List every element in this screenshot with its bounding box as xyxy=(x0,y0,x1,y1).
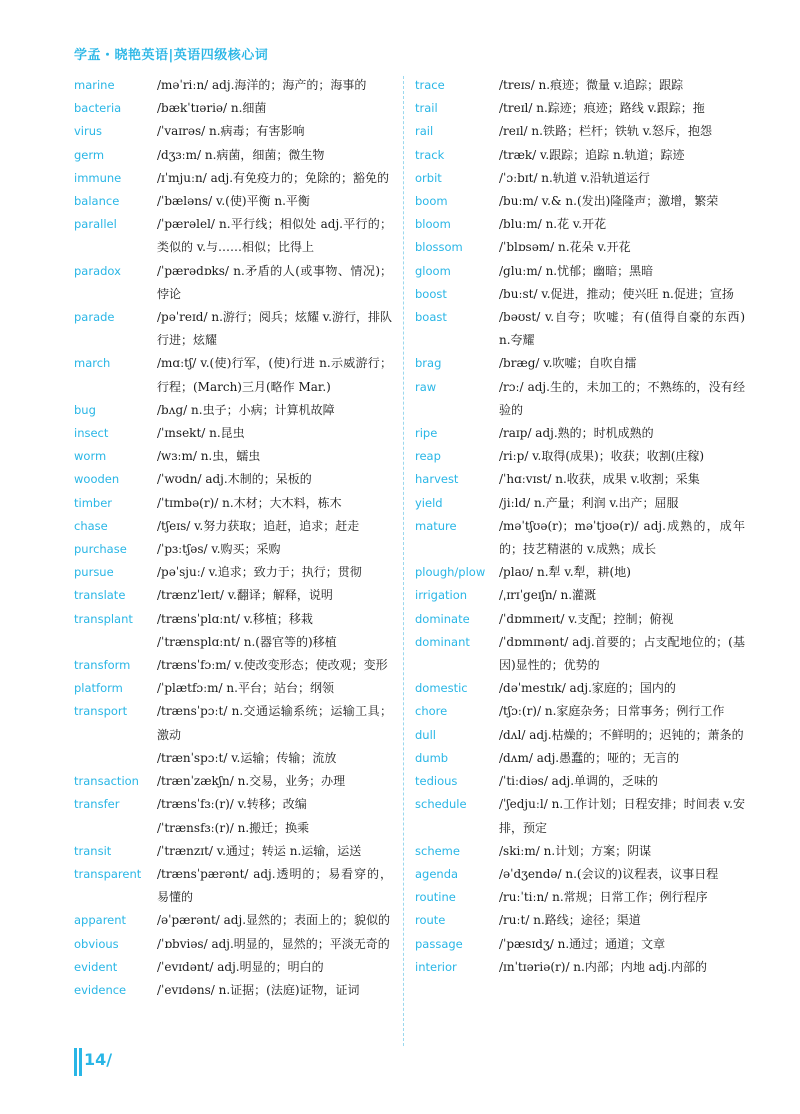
vocab-definition: /bræg/ v.吹嘘；自吹自擂 xyxy=(499,356,637,371)
vocab-word: worm xyxy=(74,449,107,464)
vocab-definition: /buːm/ v.& n.(发出)隆隆声；激增，繁荣 xyxy=(499,194,719,209)
vocab-definition: /raɪp/ adj.熟的；时机成熟的 xyxy=(499,426,654,441)
column-divider xyxy=(403,76,404,1046)
vocab-definition: /mɑːtʃ/ v.(使)行军，(使)行进 n.示威游行；行程；(March)三月(略作 Mar.) xyxy=(157,356,392,394)
vocab-entry xyxy=(74,654,392,677)
vocab-entry xyxy=(415,770,745,793)
vocab-definition: /ˈpærəlel/ n.平行线；相似处 adj.平行的；类似的 v.与……相似；比得上 xyxy=(157,217,392,255)
vocab-word: timber xyxy=(74,495,113,510)
vocab-definition: /ˈtɪmbə(r)/ n.木材；大木料，栋木 xyxy=(157,495,342,510)
vocab-entry xyxy=(415,120,745,143)
vocab-definition: /ˈpærədɒks/ n.矛盾的人(或事物、情况)；悖论 xyxy=(157,263,392,301)
vocab-word: insect xyxy=(74,426,109,441)
vocab-word: raw xyxy=(415,379,437,394)
vocab-definition: /ˈevɪdəns/ n.证据；(法庭)证物，证词 xyxy=(157,982,360,997)
vocab-definition: /pəˈsjuː/ v.追求；致力于；执行；贯彻 xyxy=(157,565,362,580)
vocab-definition: /jiːld/ n.产量；利润 v.出产；屈服 xyxy=(499,495,679,510)
vocab-entry xyxy=(74,144,392,167)
vocab-definition: /træk/ v.跟踪；追踪 n.轨道；踪迹 xyxy=(499,147,685,162)
vocab-word: wooden xyxy=(74,472,120,487)
vocab-word: paradox xyxy=(74,263,121,278)
vocab-word: tedious xyxy=(415,774,458,789)
vocab-entry xyxy=(415,700,745,723)
vocab-definition: /trænsˈpærənt/ adj.透明的；易看穿的，易懂的 xyxy=(157,866,392,905)
vocab-entry xyxy=(74,492,392,515)
vocab-definition: /plaʊ/ n.犁 v.犁，耕(地) xyxy=(499,565,631,580)
vocab-definition: /wɜːm/ n.虫，蠕虫 xyxy=(157,449,261,464)
vocab-word: dominate xyxy=(415,611,470,626)
vocab-entry xyxy=(74,770,392,793)
vocab-entry xyxy=(415,445,745,468)
vocab-word: dull xyxy=(415,727,436,742)
vocab-word: irrigation xyxy=(415,588,468,603)
vocab-entry xyxy=(415,283,745,306)
vocab-entry xyxy=(74,260,392,306)
vocab-definition: /tʃɔː(r)/ n.家庭杂务；日常事务；例行工作 xyxy=(499,704,725,719)
vocab-entry xyxy=(415,190,745,213)
vocab-entry xyxy=(415,677,745,700)
vocab-entry xyxy=(74,840,392,863)
vocab-definition: /ˈdɒmɪneɪt/ v.支配；控制；俯视 xyxy=(499,611,674,626)
vocab-word: dumb xyxy=(415,750,449,765)
vocab-entry xyxy=(415,376,745,422)
vocab-definition: /pəˈreɪd/ n.游行；阅兵；炫耀 v.游行，排队行进；炫耀 xyxy=(157,310,392,348)
vocab-entry xyxy=(74,74,392,97)
vocab-word: agenda xyxy=(415,866,459,881)
vocab-word: transfer xyxy=(74,797,120,812)
vocab-definition: /ɪˈmjuːn/ adj.有免疫力的；免除的；豁免的 xyxy=(157,170,390,185)
vocab-word: route xyxy=(415,913,446,928)
vocab-word: marine xyxy=(74,78,115,92)
vocab-word: obvious xyxy=(74,936,119,951)
vocab-entry xyxy=(415,747,745,770)
vocab-word: chore xyxy=(415,704,448,719)
vocab-entry xyxy=(415,236,745,259)
vocab-word: schedule xyxy=(415,797,467,812)
vocab-definition: /ˈplætfɔːm/ n.平台；站台；纲领 xyxy=(157,681,334,696)
vocab-entry xyxy=(74,352,392,398)
vocab-word: mature xyxy=(415,518,457,533)
vocab-entry xyxy=(415,933,745,956)
vocab-definition: /ˈpæsɪdʒ/ n.通过；通道；文章 xyxy=(499,936,666,951)
vocab-definition: /ˈʃedjuːl/ n.工作计划；日程安排；时间表 v.安排，预定 xyxy=(499,797,745,835)
vocab-word: dominant xyxy=(415,634,470,649)
vocab-definition: /əˈpærənt/ adj.显然的；表面上的；貌似的 xyxy=(157,913,391,928)
vocab-entry xyxy=(415,515,745,561)
vocab-word: domestic xyxy=(415,681,468,696)
vocab-word: routine xyxy=(415,890,456,905)
vocab-definition: /reɪl/ n.铁路；栏杆；铁轨 v.怒斥，抱怨 xyxy=(499,124,712,139)
vocab-word: trail xyxy=(415,101,438,116)
vocab-entry xyxy=(415,886,745,909)
vocab-word: purchase xyxy=(74,542,127,557)
vocab-word: harvest xyxy=(415,472,459,487)
vocab-entry xyxy=(415,584,745,607)
vocab-word: evidence xyxy=(74,982,127,997)
vocab-word: boast xyxy=(415,310,447,325)
vocab-entry xyxy=(415,863,745,886)
vocab-entry xyxy=(74,747,392,770)
vocab-word: balance xyxy=(74,194,120,209)
vocab-entry xyxy=(415,956,745,979)
vocab-definition: /bluːm/ n.花 v.开花 xyxy=(499,217,607,232)
vocab-entry xyxy=(74,97,392,120)
vocab-word: parallel xyxy=(74,217,117,232)
vocab-word: transform xyxy=(74,658,131,673)
vocab-word: plough/plow xyxy=(415,565,486,580)
left-column xyxy=(74,74,392,1002)
vocab-definition: /ˈbæləns/ v.(使)平衡 n.平衡 xyxy=(157,194,310,209)
vocab-entry xyxy=(415,608,745,631)
vocab-word: passage xyxy=(415,936,463,951)
vocab-definition: /dəˈmestɪk/ adj.家庭的；国内的 xyxy=(499,681,676,696)
vocab-word: chase xyxy=(74,518,108,533)
footer-bar xyxy=(74,1048,77,1076)
vocab-word: march xyxy=(74,356,111,371)
vocab-word: blossom xyxy=(415,240,463,255)
vocab-definition: /trænˈzækʃn/ n.交易，业务；办理 xyxy=(157,774,346,789)
vocab-definition: /ˈɪnsekt/ n.昆虫 xyxy=(157,426,245,441)
vocab-word: bloom xyxy=(415,217,451,232)
vocab-entry xyxy=(74,515,392,538)
vocab-word: parade xyxy=(74,310,115,325)
vocab-definition: /məˈtʃʊə(r)；məˈtjʊə(r)/ adj.成熟的，成年的；技艺精湛的 v.成熟；成长 xyxy=(499,518,745,557)
vocab-definition: /ˌɪrɪˈgeɪʃn/ n.灌溉 xyxy=(499,588,597,603)
vocab-definition: /ˈtrænsfɜː(r)/ n.搬迁；换乘 xyxy=(157,820,310,835)
vocab-word: pursue xyxy=(74,565,114,580)
vocab-word: brag xyxy=(415,356,442,371)
vocab-word: boom xyxy=(415,194,448,209)
vocab-word: transit xyxy=(74,843,112,858)
vocab-entry xyxy=(415,213,745,236)
vocab-entry xyxy=(415,422,745,445)
vocab-entry xyxy=(415,561,745,584)
vocab-definition: /ˈtiːdiəs/ adj.单调的，乏味的 xyxy=(499,774,659,789)
vocab-entry xyxy=(74,909,392,932)
header-title: 学孟・晓艳英语|英语四级核心词 xyxy=(74,48,269,63)
vocab-definition: /ruːˈtiːn/ n.常规；日常工作；例行程序 xyxy=(499,890,708,905)
vocab-definition: /ɪnˈtɪəriə(r)/ n.内部；内地 adj.内部的 xyxy=(499,959,708,974)
vocab-entry xyxy=(415,631,745,677)
vocab-entry xyxy=(74,863,392,909)
vocab-word: rail xyxy=(415,124,434,139)
vocab-entry xyxy=(74,608,392,631)
vocab-word: transport xyxy=(74,704,128,719)
vocab-definition: /ˈpɜːtʃəs/ v.购买；采购 xyxy=(157,542,281,557)
vocab-entry xyxy=(415,260,745,283)
vocab-entry xyxy=(74,445,392,468)
vocab-entry xyxy=(74,213,392,259)
right-column xyxy=(415,74,745,979)
vocab-entry xyxy=(415,97,745,120)
vocab-entry xyxy=(415,909,745,932)
vocab-entry xyxy=(74,422,392,445)
vocab-entry xyxy=(74,793,392,816)
vocab-entry xyxy=(415,840,745,863)
vocab-entry xyxy=(74,190,392,213)
page-number: 14/ xyxy=(84,1050,113,1069)
vocab-word: platform xyxy=(74,681,123,696)
vocab-entry xyxy=(74,631,392,654)
vocab-definition: /trænsˈfɜː(r)/ v.转移；改编 xyxy=(157,797,307,812)
vocab-definition: /gluːm/ n.忧郁；幽暗；黑暗 xyxy=(499,263,654,278)
vocab-word: ripe xyxy=(415,426,438,441)
vocab-definition: /trænsˈplɑːnt/ v.移植；移栽 xyxy=(157,611,313,626)
vocab-definition: /ˈhɑːvɪst/ n.收获，成果 v.收割；采集 xyxy=(499,472,700,487)
vocab-definition: /ˈtrænzɪt/ v.通过；转运 n.运输，运送 xyxy=(157,843,362,858)
vocab-definition: /treɪl/ n.踪迹；痕迹；路线 v.跟踪；拖 xyxy=(499,101,705,116)
vocab-word: gloom xyxy=(415,263,451,278)
vocab-definition: /trænˈspɔːt/ v.运输；传输；流放 xyxy=(157,750,337,765)
vocab-entry xyxy=(415,468,745,491)
vocab-definition: /ruːt/ n.路线；途径；渠道 xyxy=(499,913,641,928)
vocab-definition: /ˈwʊdn/ adj.木制的；呆板的 xyxy=(157,472,312,487)
vocab-definition: /buːst/ v.促进，推动；使兴旺 n.促进；宣扬 xyxy=(499,286,734,301)
vocab-entry xyxy=(415,74,745,97)
vocab-word: bacteria xyxy=(74,101,122,116)
vocab-entry xyxy=(415,167,745,190)
vocab-definition: /ˈdɒmɪnənt/ adj.首要的；占支配地位的；(基因)显性的；优势的 xyxy=(499,634,745,673)
vocab-entry xyxy=(74,956,392,979)
vocab-entry xyxy=(415,306,745,352)
vocab-definition: /ˈtrænsplɑːnt/ n.(器官等的)移植 xyxy=(157,634,337,649)
vocab-entry xyxy=(415,144,745,167)
vocab-entry xyxy=(74,979,392,1002)
vocab-entry xyxy=(415,793,745,839)
vocab-word: germ xyxy=(74,147,105,162)
vocab-entry xyxy=(74,306,392,352)
footer-bar xyxy=(79,1048,82,1076)
vocab-definition: /bækˈtɪəriə/ n.细菌 xyxy=(157,101,267,116)
vocab-word: virus xyxy=(74,124,103,139)
vocab-definition: /əˈdʒendə/ n.(会议的)议程表，议事日程 xyxy=(499,866,719,881)
vocab-entry xyxy=(74,538,392,561)
vocab-word: interior xyxy=(415,959,457,974)
vocab-entry xyxy=(415,352,745,375)
vocab-word: bug xyxy=(74,402,96,417)
vocab-word: transparent xyxy=(74,866,142,881)
vocab-entry xyxy=(74,120,392,143)
vocab-entry xyxy=(74,677,392,700)
vocab-definition: /ˈevɪdənt/ adj.明显的；明白的 xyxy=(157,959,324,974)
vocab-definition: /bʌg/ n.虫子；小病；计算机故障 xyxy=(157,402,335,417)
vocab-definition: /dʒɜːm/ n.病菌，细菌；微生物 xyxy=(157,147,325,162)
vocab-definition: /bəʊst/ v.自夸；吹嘘；有(值得自豪的东西) n.夸耀 xyxy=(499,310,745,348)
vocab-word: track xyxy=(415,147,445,162)
vocab-definition: /ˈɒbviəs/ adj.明显的，显然的；平淡无奇的 xyxy=(157,936,390,951)
vocab-definition: /dʌm/ adj.愚蠢的；哑的；无言的 xyxy=(499,750,680,765)
vocab-definition: /trænsˈpɔːt/ n.交通运输系统；运输工具；激动 xyxy=(157,704,392,742)
vocab-word: reap xyxy=(415,449,441,464)
vocab-entry xyxy=(74,817,392,840)
vocab-definition: /məˈriːn/ adj.海洋的；海产的；海事的 xyxy=(157,78,367,92)
vocab-definition: /treɪs/ n.痕迹；微量 v.追踪；跟踪 xyxy=(499,78,684,92)
vocab-definition: /riːp/ v.取得(成果)；收获；收割(庄稼) xyxy=(499,449,705,464)
vocab-definition: /tʃeɪs/ v.努力获取；追赶，追求；赶走 xyxy=(157,518,360,533)
vocab-word: transaction xyxy=(74,774,139,789)
vocab-word: trace xyxy=(415,78,445,92)
vocab-word: yield xyxy=(415,495,443,510)
vocab-entry xyxy=(415,492,745,515)
vocab-definition: /skiːm/ n.计划；方案；阴谋 xyxy=(499,843,652,858)
vocab-entry xyxy=(74,584,392,607)
vocab-word: transplant xyxy=(74,611,133,626)
vocab-word: translate xyxy=(74,588,126,603)
vocab-word: immune xyxy=(74,170,122,185)
vocab-entry xyxy=(74,700,392,746)
vocab-word: apparent xyxy=(74,913,127,928)
vocab-word: evident xyxy=(74,959,118,974)
vocab-definition: /trænsˈfɔːm/ v.使改变形态；使改观；变形 xyxy=(157,658,388,673)
vocab-entry xyxy=(74,561,392,584)
vocab-entry xyxy=(74,933,392,956)
vocab-word: boost xyxy=(415,286,447,301)
vocab-word: orbit xyxy=(415,170,442,185)
vocab-entry xyxy=(415,724,745,747)
vocab-definition: /ˈɔːbɪt/ n.轨道 v.沿轨道运行 xyxy=(499,170,650,185)
vocab-definition: /dʌl/ adj.枯燥的；不鲜明的；迟钝的；萧条的 xyxy=(499,727,744,742)
vocab-definition: /rɔː/ adj.生的，未加工的；不熟练的，没有经验的 xyxy=(499,379,745,417)
vocab-entry xyxy=(74,167,392,190)
vocab-definition: /ˈvaɪrəs/ n.病毒；有害影响 xyxy=(157,124,305,139)
vocab-definition: /ˈblɒsəm/ n.花朵 v.开花 xyxy=(499,240,631,255)
vocab-entry xyxy=(74,399,392,422)
vocab-entry xyxy=(74,468,392,491)
vocab-word: scheme xyxy=(415,843,460,858)
vocab-definition: /trænzˈleɪt/ v.翻译；解释，说明 xyxy=(157,588,333,603)
